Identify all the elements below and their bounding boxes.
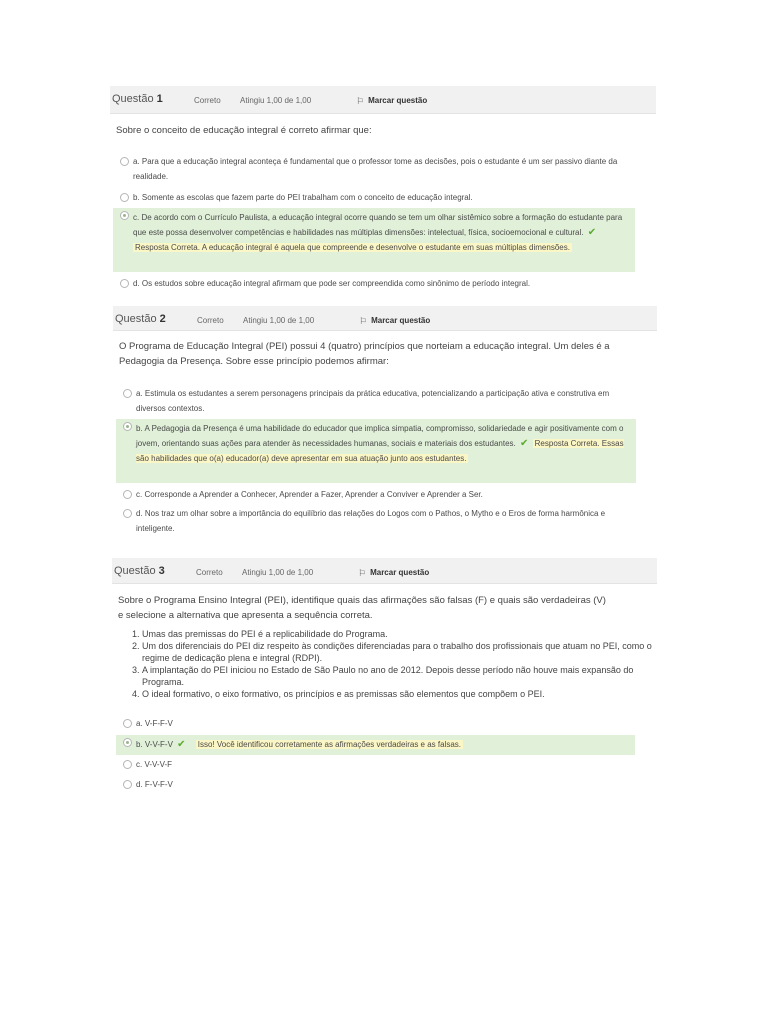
q1-option-d[interactable]: d. Os estudos sobre educação integral afirmam que pode ser compreendida como sinônimo de período integral. (113, 276, 635, 291)
question-grade: Atingiu 1,00 de 1,00 (242, 568, 314, 577)
statement-item: 4. O ideal formativo, o eixo formativo, os princípios e as premissas são elementos que compõem o PEI. (142, 688, 657, 700)
check-icon: ✔ (520, 438, 529, 449)
flag-question-button[interactable]: ⚐ Marcar questão (356, 96, 428, 106)
question-grade: Atingiu 1,00 de 1,00 (243, 316, 315, 325)
flag-question-button[interactable]: ⚐ Marcar questão (359, 316, 431, 326)
q1-option-c[interactable]: c. De acordo com o Currículo Paulista, a educação integral ocorre quando se tem um olhar sistêmico sobre a formação do estudante para que este possa desenvolver competências e habilidades nas múltiplas dimensões: intelectual, física, socioemocional e cultural. ✔ Resposta Correta. A educação integral é aquela que compreende e desenvolve o estudante em suas múltiplas dimensões. (113, 208, 635, 272)
radio-button[interactable] (123, 719, 132, 728)
question-number: Questão 2 (115, 313, 166, 325)
feedback-text: Isso! Você identificou corretamente as afirmações verdadeiras e as falsas. (197, 740, 462, 749)
q3-option-d[interactable]: d. F-V-F-V (116, 777, 638, 792)
radio-button[interactable] (123, 738, 132, 747)
q3-option-c[interactable]: c. V-V-V-F (116, 757, 638, 772)
question-state: Correto (196, 568, 223, 577)
question-2-header (113, 306, 657, 331)
check-icon: ✔ (177, 739, 186, 750)
feedback-text: Resposta Correta. Essas são habilidades que o(a) educador(a) deve apresentar em sua atuação junto aos estudantes. (136, 439, 624, 463)
radio-button[interactable] (120, 211, 129, 220)
radio-button[interactable] (120, 157, 129, 166)
question-1-header (110, 86, 656, 114)
q2-option-b[interactable]: b. A Pedagogia da Presença é uma habilidade do educador que implica simpatia, compromisso, solidariedade e agir positivamente com o jovem, orientando suas ações para atender às necessidades humanas, sociais e materiais dos estudantes. ✔ Resposta Correta. Essas são habilidades que o(a) educador(a) deve apresentar em sua atuação junto aos estudantes. (116, 419, 636, 483)
question-3-header (112, 558, 657, 584)
question-2-text: O Programa de Educação Integral (PEI) possui 4 (quatro) princípios que norteiam a educação integral. Um deles é a Pedagogia da Presença. Sobre esse princípio podemos afirmar: (119, 341, 610, 367)
question-state: Correto (197, 316, 224, 325)
radio-button[interactable] (123, 490, 132, 499)
q2-option-c[interactable]: c. Corresponde a Aprender a Conhecer, Aprender a Fazer, Aprender a Conviver e Aprender a Ser. (116, 487, 638, 502)
statement-item: 1. Umas das premissas do PEI é a replicabilidade do Programa. (142, 628, 657, 640)
radio-button[interactable] (123, 389, 132, 398)
q2-option-a[interactable]: a. Estimula os estudantes a serem personagens principais da prática educativa, potencializando a participação ativa e construtiva em diversos contextos. (116, 386, 628, 416)
question-number: Questão 3 (114, 565, 165, 577)
flag-question-button[interactable]: ⚐ Marcar questão (358, 568, 430, 578)
flag-icon: ⚐ (358, 568, 367, 578)
radio-button[interactable] (120, 193, 129, 202)
feedback-text: Resposta Correta. A educação integral é aquela que compreende e desenvolve o estudante em suas múltiplas dimensões. (135, 243, 570, 252)
q2-option-d[interactable]: d. Nos traz um olhar sobre a importância do equilíbrio das relações do Logos com o Pathos, o Mytho e o Eros de forma harmônica e inteligente. (116, 506, 636, 536)
statement-item: 3. A implantação do PEI iniciou no Estado de São Paulo no ano de 2012. Depois desse período não houve mais expansão do Programa. (142, 664, 657, 688)
question-1-text: Sobre o conceito de educação integral é correto afirmar que: (116, 125, 372, 136)
flag-icon: ⚐ (356, 96, 365, 106)
question-state: Correto (194, 96, 221, 105)
question-3-text: Sobre o Programa Ensino Integral (PEI), identifique quais das afirmações são falsas (F) e quais são verdadeiras (V) e selecione a alternativa que apresenta a sequência correta. (118, 595, 606, 621)
q3-option-a[interactable]: a. V-F-F-V (116, 716, 638, 731)
radio-button[interactable] (123, 509, 132, 518)
radio-button[interactable] (123, 760, 132, 769)
check-icon: ✔ (587, 227, 597, 238)
q1-option-a[interactable]: a. Para que a educação integral aconteça é fundamental que o professor tome as decisões, pois o estudante é um ser passivo diante da realidade. (113, 154, 625, 184)
radio-button[interactable] (123, 780, 132, 789)
flag-icon: ⚐ (359, 316, 368, 326)
radio-button[interactable] (123, 422, 132, 431)
radio-button[interactable] (120, 279, 129, 288)
statements-list (118, 628, 657, 700)
statement-item: 2. Um dos diferenciais do PEI diz respeito às condições diferenciadas para o trabalho dos profissionais que atuam no PEI, como o regime de dedicação plena e integral (RDPI). (142, 640, 657, 664)
q1-option-b[interactable]: b. Somente as escolas que fazem parte do PEI trabalham com o conceito de educação integral. (113, 190, 635, 205)
question-grade: Atingiu 1,00 de 1,00 (240, 96, 312, 105)
question-number: Questão 1 (112, 93, 163, 105)
q3-option-b[interactable]: b. V-V-F-V ✔ Isso! Você identificou corretamente as afirmações verdadeiras e as falsas. (116, 735, 635, 755)
